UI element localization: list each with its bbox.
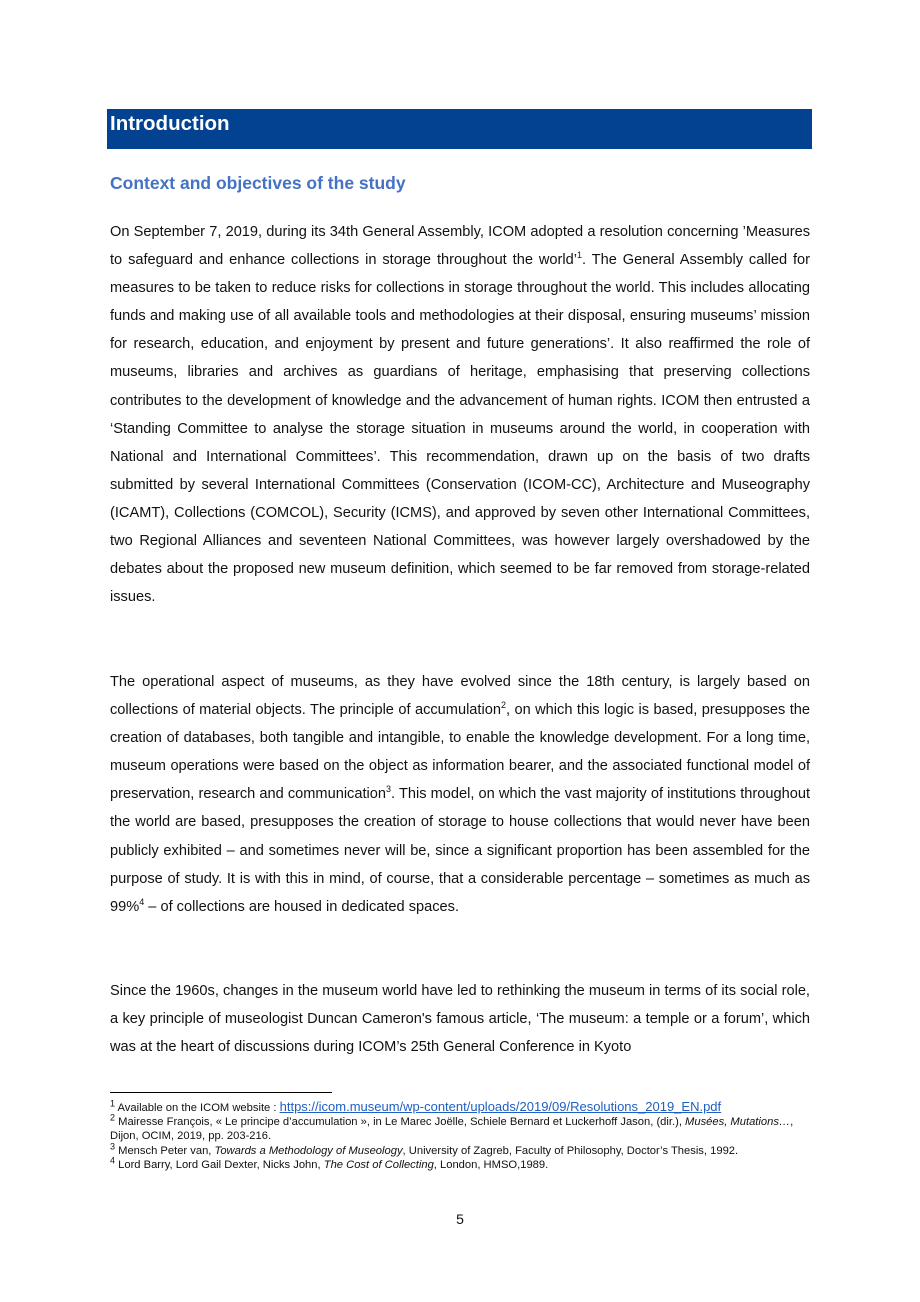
footnote-1-text: Available on the ICOM website : bbox=[115, 1102, 280, 1114]
footnote-4 bbox=[110, 1155, 810, 1172]
footnote-ref-3[interactable]: 3 bbox=[386, 784, 392, 795]
paragraph-3: Since the 1960s, changes in the museum world have led to rethinking the museum in terms of its social role, a key principle of museologist Duncan Cameron's famous article, ‘The museum: a temple or a forum’, which was at the heart of discussions during ICOM’s 25th General Conference in Kyoto bbox=[110, 983, 810, 1056]
icom-resolutions-link[interactable]: https://icom.museum/wp-content/uploads/2019/09/Resolutions_2019_EN.pdf bbox=[279, 1099, 722, 1114]
footnote-3-tail: , University of Zagreb, Faculty of Philosophy, Doctor’s Thesis, 1992. bbox=[402, 1144, 739, 1157]
section-banner bbox=[107, 109, 812, 149]
page-number: 5 bbox=[456, 1211, 464, 1227]
footnote-3-title: Towards a Methodology of Museology bbox=[214, 1144, 403, 1157]
paragraph-1-text-a: On September 7, 2019, during its 34th General Assembly, ICOM adopted a resolution concerning ’Measures to safeguard and enhance collections in storage throughout the world’ bbox=[110, 224, 810, 269]
paragraph-2 bbox=[110, 668, 810, 921]
paragraph-2-text-b: , on which this logic is based, presupposes the creation of databases, both tangible and intangible, to enable the knowledge development. For a long time, museum operations were based on the object as information bearer, and the associated functional model of preservation, research and communication bbox=[110, 702, 811, 803]
paragraph-2-text-d: – of collections are housed in dedicated spaces. bbox=[144, 898, 460, 915]
footnote-ref-2[interactable]: 2 bbox=[500, 700, 506, 711]
footnote-2-text: Mairesse François, « Le principe d’accumulation », in Le Marec Joëlle, Schiele Bernard et Luckerhoff Jason, (dir.), bbox=[115, 1116, 686, 1129]
footnote-4-text: Lord Barry, Lord Gail Dexter, Nicks John, bbox=[115, 1158, 324, 1171]
footnote-1-number: 1 bbox=[110, 1098, 116, 1109]
footnote-2-number: 2 bbox=[110, 1112, 116, 1123]
paragraph-1 bbox=[110, 218, 810, 611]
paragraph-2-text-a: The operational aspect of museums, as they have evolved since the 18th century, is largely based on collections of material objects. The principle of accumulation bbox=[110, 674, 810, 719]
footnote-1 bbox=[110, 1100, 810, 1115]
footnote-divider bbox=[110, 1092, 332, 1093]
subsection-title: Context and objectives of the study bbox=[110, 173, 406, 193]
footnote-4-number: 4 bbox=[110, 1155, 116, 1166]
footnote-2-title: Musées, Mutations… bbox=[685, 1116, 791, 1129]
footnote-4-title: The Cost of Collecting bbox=[323, 1158, 434, 1171]
footnote-2 bbox=[110, 1112, 810, 1143]
footnote-2-tail: , Dijon, OCIM, 2019, pp. 203-216. bbox=[110, 1116, 794, 1143]
paragraph-2-text-c: . This model, on which the vast majority of institutions throughout the world are based, presupposes the creation of storage to house collections that would never have been publicly exhibited – and sometimes never will be, since a significant proportion has been assembled for the purpose of study. It is with this in mind, of course, that a considerable percentage – sometimes as much as 99% bbox=[110, 786, 810, 915]
footnote-3 bbox=[110, 1140, 810, 1158]
footnote-4-tail: , London, HMSO,1989. bbox=[433, 1158, 549, 1171]
footnote-ref-1[interactable]: 1 bbox=[576, 250, 582, 261]
section-title: Introduction bbox=[110, 112, 230, 135]
footnote-3-number: 3 bbox=[110, 1140, 116, 1151]
footnote-3-text: Mensch Peter van, bbox=[115, 1144, 215, 1157]
footnote-ref-4[interactable]: 4 bbox=[139, 896, 145, 907]
footnotes bbox=[110, 1100, 810, 1172]
paragraph-1-text-b: . The General Assembly called for measures to be taken to reduce risks for collections in storage throughout the world. This includes allocating funds and making use of all available tools and methodologies at their disposal, ensuring museums’ mission for research, education, and enjoyment by present and future generations’. It also reaffirmed the role of museums, libraries and archives as guardians of heritage, emphasising that preserving collections contributes to the development of knowledge and the advancement of human rights. ICOM then entrusted a ‘Standing Committee to analyse the storage situation in museums around the world, in cooperation with National and International Committees’. This recommendation, drawn up on the basis of two drafts submitted by several International Committees (Conservation (ICOM-CC), Architecture and Museography (ICAMT), Collections (COMCOL), Security (ICMS), and approved by seven other International Committees, two Regional Alliances and seventeen National Committees, was however largely overshadowed by the debates about the proposed new museum definition, which seemed to be far removed from storage-related issues. bbox=[110, 252, 810, 606]
